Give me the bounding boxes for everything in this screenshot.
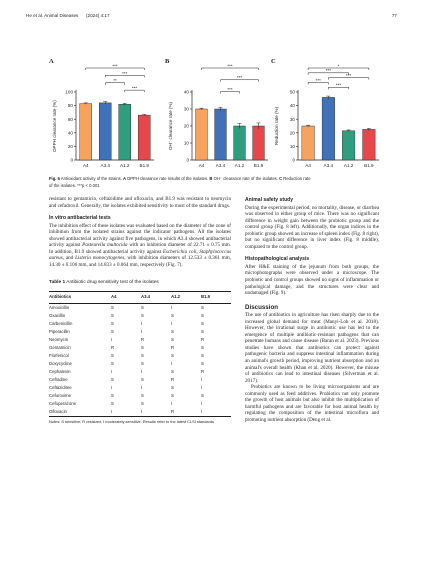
table-cell: S — [111, 313, 114, 319]
bar — [138, 115, 150, 160]
table-row — [49, 320, 231, 328]
table-cell: S — [111, 393, 114, 399]
significance-label: *** — [227, 86, 233, 92]
table-cell: Amoxicillin — [49, 305, 70, 311]
significance-label: *** — [122, 70, 128, 76]
y-tick-label: 0 — [292, 157, 295, 163]
table-cell: I — [141, 369, 143, 375]
table-cell: I — [141, 329, 143, 335]
bar — [302, 126, 315, 160]
table-cell: I — [201, 385, 203, 391]
table-cell: I — [111, 369, 113, 375]
y-axis-label: Reduction rate (%) — [274, 106, 279, 146]
paragraph: Probiotics are known to be living microorganisms and are commonly used as feed additives. Probiotics not only promote the growth of host animals but also inhibit the multiplication of harmful pathogens and are favorable for host animal health by regulating the composition of the intestinal microflora and promoting nutrient absorption (Deng et al. — [245, 384, 379, 423]
y-tick-label: 0 — [186, 157, 189, 163]
y-tick-label: 20 — [183, 123, 189, 129]
table-cell: Ceftazidime — [49, 385, 72, 391]
table-cell: S — [111, 353, 114, 359]
table-cell: S — [141, 353, 144, 359]
table-row — [49, 408, 231, 417]
x-tick-label: A1.2 — [120, 163, 130, 168]
bar — [80, 104, 92, 160]
table-cell: Carbenicillin — [49, 321, 73, 327]
table-cell: I — [111, 385, 113, 391]
bar — [253, 126, 265, 160]
section-heading: In vitro antibacterial tests — [49, 215, 111, 222]
table-cell: S — [171, 353, 174, 359]
section-heading: Histopathological analysis — [245, 256, 310, 263]
bar — [363, 129, 376, 160]
running-header — [26, 13, 397, 21]
table-cell: S — [111, 329, 114, 335]
y-tick-label: 60 — [67, 116, 73, 122]
panel-label-a: A — [49, 58, 54, 65]
y-tick-label: 30 — [183, 106, 189, 112]
table-cell: S — [111, 321, 114, 327]
table-header-cell: A4 — [111, 292, 141, 304]
y-tick-label: 20 — [67, 144, 73, 149]
table-cell: S — [201, 321, 204, 327]
significance-label: *** — [227, 64, 233, 69]
x-tick-label: A4 — [82, 163, 89, 168]
x-tick-label: B1.9 — [139, 163, 149, 168]
y-tick-label: 100 — [65, 89, 73, 95]
y-tick-label: 40 — [183, 89, 189, 95]
y-tick-label: 30 — [289, 116, 295, 122]
table-cell: S — [141, 345, 144, 351]
x-tick-label: A4 — [305, 163, 311, 168]
table-cell: I — [141, 408, 171, 417]
table-cell: Florfenicol — [49, 353, 69, 359]
table-row — [49, 384, 231, 392]
y-tick-label: 50 — [289, 89, 295, 95]
x-tick-label: A1.2 — [234, 163, 245, 168]
chart-dpph-clearance — [48, 64, 160, 174]
x-tick-label: A3.4 — [100, 163, 110, 168]
table-row — [49, 360, 231, 368]
table-cell: R — [201, 337, 205, 343]
table-cell: I — [201, 401, 203, 407]
bar — [215, 109, 227, 160]
bar — [234, 126, 246, 160]
table-cell: S — [201, 345, 204, 351]
x-tick-label: A3.4 — [323, 163, 334, 168]
bar — [119, 104, 131, 160]
table-cell: R — [111, 345, 115, 351]
table-cell: S — [141, 401, 144, 407]
x-tick-label: A4 — [198, 163, 205, 168]
significance-label: *** — [335, 82, 342, 88]
table-cell: Ofloxacin — [49, 408, 111, 417]
table-cell: R — [201, 369, 205, 375]
table-cell: S — [111, 377, 114, 383]
paragraph: The use of antibiotics in agriculture has risen sharply due to the increased global demand for meat (Manyi-Loh et al. 2018). However, the irrational surge in antibiotic use has led to the emergence of multiple antibiotic-resistant pathogens that can penetrate humans and cause disease (Baran et al. 2023). Previous studies have shown that antibiotics can protect against pathogenic bacteria and suppress intestinal inflammation during an animal's growth period, improving nutrient absorption and an animal's overall health (Khan et al. 2020). However, the misuse of antibiotics can lead to intestinal diseases (Silverman et al. 2017). — [245, 312, 379, 384]
table-note: Notes: S sensitive, R resistant, I moderately sensitive. Results refer to the latest CLSI standards — [49, 419, 214, 425]
table-cell: S — [201, 393, 204, 399]
paragraph: resistant to gentamicin, ceftazidime and ofloxacin, and B1.9 was resistant to neomycin and cefadroxil. Generally, the isolates exhibited sensitivity to most of the standard drugs. — [49, 196, 231, 209]
significance-label: *** — [315, 77, 321, 83]
table-cell: I — [201, 377, 203, 383]
y-tick-label: 0 — [70, 157, 73, 163]
y-axis-label: OH⁻ clearance rate (%) — [168, 101, 173, 151]
significance-label: * — [337, 64, 340, 69]
x-tick-label: A1.2 — [343, 163, 354, 168]
table-header-cell: A3.4 — [141, 292, 171, 304]
x-tick-label: B1.9 — [253, 163, 264, 168]
paragraph: After H&E staining of the jejunum from both groups, the microphotographs were observed under a microscope. The probiotic and control groups showed no signs of inflammation or pathological damage, and the structures were clear and undamaged (Fig. 9). — [245, 263, 379, 297]
y-axis-label: DPPH clearance rate (%) — [52, 100, 57, 152]
table-cell: I — [201, 408, 231, 417]
journal-citation: He et al. Animal Diseases (2024) 4:17 — [26, 13, 110, 18]
paragraph: The inhibition effect of these isolates was evaluated based on the diameter of the zone of inhibition from the isolated strains against the indicator pathogens. All the isolates showed antibacterial activity against five pathogens, in which A3.4 showed antibacterial activity against Pasteurella multocida with an inhibition diameter of 22.71 ± 0.75 mm. In addition, B1.9 showed antibacterial activity against Escherichia coli, Staphylococcus aureus, and Listeria monocytogenes, with inhibition diameters of 12.533 ± 0.361 mm, 14.30 ± 0.106 mm, and 14.833 ± 0.064 mm, respectively (Fig. 7). — [49, 222, 231, 268]
table-cell: S — [171, 369, 174, 375]
table-cell: Cephalexin — [49, 369, 71, 375]
table-cell: Oxacillin — [49, 313, 66, 319]
table-row — [49, 328, 231, 336]
table-cell: S — [201, 313, 204, 319]
y-tick-label: 80 — [67, 103, 73, 109]
y-tick-label: 40 — [289, 103, 295, 109]
y-tick-label: 10 — [183, 140, 189, 146]
chart-oh-clearance — [164, 64, 274, 174]
table-cell: I — [141, 321, 143, 327]
table-title: Table 1 Antibiotic drug sensitivity test of the isolates — [49, 280, 159, 286]
y-tick-label: 40 — [67, 130, 73, 136]
y-tick-label: 10 — [289, 144, 295, 149]
table-cell: I — [171, 321, 173, 327]
page-number: 77 — [391, 13, 397, 18]
table-cell: S — [201, 329, 204, 335]
y-tick-label: 20 — [289, 130, 295, 136]
table-cell: S — [201, 353, 204, 359]
table-row — [49, 392, 231, 400]
table-row — [49, 376, 231, 384]
table-cell: Cefuroxime — [49, 393, 71, 399]
table-cell: Doxycycline — [49, 361, 72, 367]
chart-reduction-rate — [270, 64, 385, 174]
bar — [196, 109, 208, 160]
table-row — [49, 312, 231, 320]
table-cell: R — [171, 408, 201, 417]
x-tick-label: A3.4 — [215, 163, 226, 168]
significance-label: ** — [113, 78, 117, 84]
table-cell: S — [171, 313, 174, 319]
panel-label-c: C — [271, 58, 276, 65]
table-row — [49, 344, 231, 352]
table-cell: I — [171, 305, 173, 311]
table-cell: S — [111, 401, 114, 407]
table-cell: I — [111, 337, 113, 343]
table-cell: S — [141, 377, 144, 383]
table-cell: Cefoperazone — [49, 401, 76, 407]
table-cell: R — [171, 377, 175, 383]
section-heading: Discussion — [245, 303, 279, 311]
table-cell: I — [141, 385, 143, 391]
table-row — [49, 336, 231, 344]
significance-label: *** — [112, 64, 118, 69]
table-header-cell: A1.2 — [171, 292, 201, 304]
paragraph: During the experimental period, no mortality, disease, or diarrhea was observed in either group of mice. There was no significant difference in weight gain between the probiotic group and the control group (Fig. 8 left). Additionally, the organ indices in the probiotic group showed an increase of spleen index (Fig. 8 right), but no significant difference in liver index (Fig. 8 middle), compared to the control group. — [245, 204, 379, 250]
table-cell: S — [141, 361, 144, 367]
left-column — [49, 196, 231, 425]
table-cell: S — [111, 361, 114, 367]
table-cell: Cefradine — [49, 377, 68, 383]
table-row — [49, 400, 231, 408]
table-cell: S — [201, 361, 204, 367]
table-cell: R — [171, 345, 175, 351]
table-cell: S — [171, 385, 174, 391]
significance-label: *** — [346, 73, 352, 79]
figure-caption: Fig. 6 Antioxidant activity of the strains. A DPPH clearance rate results of the isolates. B OH⁻ clearance rate of the isolates. C Reduction rate of the isolates. ***p < 0.001 — [49, 176, 311, 188]
table-row — [49, 304, 231, 313]
table-header-cell: B1.9 — [201, 292, 231, 304]
table-cell: Neomycin — [49, 337, 69, 343]
significance-label: *** — [325, 68, 331, 74]
table-cell: S — [141, 393, 144, 399]
table-row — [49, 352, 231, 360]
table-cell: S — [171, 337, 174, 343]
panel-label-b: B — [165, 58, 170, 65]
bar — [342, 131, 355, 160]
table-cell: S — [111, 305, 114, 311]
right-column — [245, 197, 379, 424]
table-cell: I — [171, 401, 173, 407]
table-cell: I — [111, 408, 141, 417]
table-cell: I — [171, 361, 173, 367]
table-cell: S — [201, 305, 204, 311]
bar — [322, 97, 335, 160]
table-cell: R — [141, 337, 145, 343]
table-header-cell: Antibiotics — [49, 292, 111, 304]
significance-label: *** — [236, 75, 243, 81]
table-cell: S — [171, 329, 174, 335]
table-cell: S — [141, 305, 144, 311]
table-cell: Piperacillin — [49, 329, 70, 335]
antibiotic-sensitivity-table — [49, 291, 231, 417]
table-row — [49, 368, 231, 376]
table-cell: S — [141, 313, 144, 319]
table-cell: Gentamicin — [49, 345, 71, 351]
section-heading: Animal safety study — [245, 197, 294, 203]
bar — [99, 103, 111, 160]
x-tick-label: B1.9 — [364, 163, 374, 168]
table-cell: S — [171, 393, 174, 399]
significance-label: *** — [131, 85, 138, 91]
